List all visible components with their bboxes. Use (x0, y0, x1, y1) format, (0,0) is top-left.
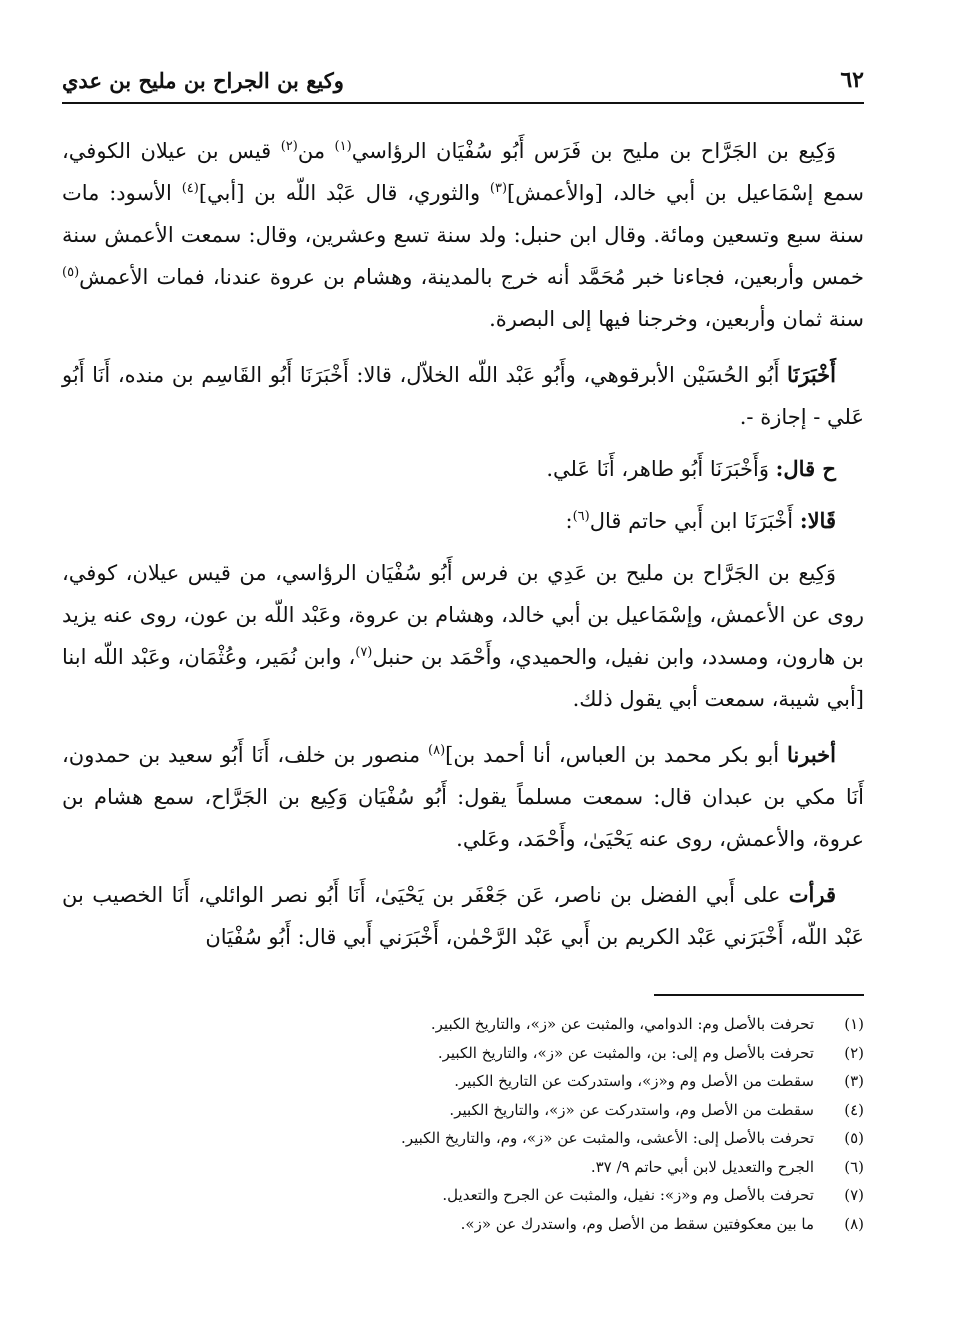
footnote-marker: (١) (334, 139, 352, 154)
text-segment: وَأَخْبَرَنَا أَبُو طاهر، أَنَا عَلي. (546, 457, 776, 481)
text-segment: من (297, 139, 335, 163)
text-segment: منصور بن خلف، أَنَا أَبُو سعيد بن حمدون، أَنَا مكي بن عبدان قال: سمعت مسلماً يقول: أَبُو سُفْيَان وَكِيع بن الجَرَّاح، سمع هشام بن عروة، والأعمش، روى عنه يَحْيَىٰ، وأَحْمَد، وعَلي. (62, 743, 864, 851)
footnote-text: تحرفت بالأصل وم: الدوامي، والمثبت عن «ز»، والتاريخ الكبير. (430, 1015, 814, 1033)
paragraph (62, 874, 864, 958)
paragraph (62, 354, 864, 438)
footnote-text: تحرفت بالأصل إلى: الأعشى، والمثبت عن «ز»، وم، والتاريخ الكبير. (401, 1129, 814, 1147)
paragraph (62, 734, 864, 860)
paragraph-lead: أَخْبَرَنَا (787, 362, 836, 387)
footnote-marker: (٢) (280, 139, 298, 154)
page-number: ٦٢ (840, 67, 864, 93)
footnote-text: ما بين معكوفتين سقط من الأصل وم، واستدرك عن «ز». (460, 1214, 814, 1233)
text-segment: قيس بن عيلان الكوفي، سمع إسْمَاعيل بن أبي خالد، [والأعمش] (62, 139, 865, 205)
paragraph (62, 552, 864, 720)
footnote-number: (٥) (844, 1129, 864, 1147)
footnote-marker: (٨) (428, 743, 446, 758)
footnote (62, 1039, 864, 1068)
footnote-text: سقطت من الأصل وم و«ز»، واستدركت عن التاريخ الكبير. (454, 1072, 814, 1090)
footnote-number: (٨) (844, 1214, 864, 1233)
paragraph (62, 130, 864, 340)
footnote-number: (٣) (844, 1072, 864, 1090)
footnote-separator (654, 994, 864, 996)
footnote-marker: (٦) (572, 509, 590, 524)
footnote-number: (٧) (844, 1186, 864, 1204)
paragraph-lead: قرأت (788, 882, 836, 907)
footnote-marker: (٣) (489, 181, 508, 196)
paragraph-lead: ح قال: (775, 456, 836, 481)
text-segment: على أَبي الفضل بن ناصر، عَن جَعْفَر بن يَحْيَىٰ، أَنَا أَبُو نصر الوائلي، أَنَا الخصيب بن عَبْد اللّه، أَخْبَرَني عَبْد الكريم بن أَبي عَبْد الرَّحْمٰن، أَخْبَرَني أَبي قال: أَبُو سُفْيَان (62, 883, 864, 949)
page-header (62, 58, 864, 104)
footnote-text: تحرفت بالأصل وم إلى: بن، والمثبت عن «ز»، والتاريخ الكبير. (437, 1043, 814, 1062)
text-segment: والثوري، قال عَبْد اللّه بن [أبي] (198, 181, 490, 205)
text-segment: وَكِيع بن الجَرَّاح بن مليح بن فَرَس أَبُو سُفْيَان الرؤاسي (351, 139, 836, 163)
paragraph-lead: قَالا: (799, 508, 836, 533)
footnote-marker: (٧) (355, 645, 373, 660)
footnote-number: (١) (844, 1015, 864, 1033)
footnote (62, 1181, 864, 1210)
footnote (62, 1067, 864, 1096)
footnote-text: الجرح والتعديل لابن أبي حاتم ٩/ ٣٧. (590, 1157, 814, 1176)
text-segment: أَبُو الحُسَيْن الأبرقوهي، وأَبُو عَبْد اللّه الخلاّل، قالا: أَخْبَرَنَا أَبُو القَاسِم بن منده، أَنَا أَبُو عَلي - إجازة -. (62, 363, 864, 429)
footnote-number: (٦) (844, 1157, 864, 1176)
footnote (62, 1210, 864, 1239)
text-segment: ، وابن نُمَير، وعُثْمَان، وعَبْد اللّه ابنا [أبي شيبة، سمعت أبي يقول ذلك. (62, 645, 864, 711)
text-segment: أبو بكر محمد بن العباس، أنا أحمد بن] (445, 743, 788, 767)
text-segment: : (565, 509, 573, 533)
footnote-text: تحرفت بالأصل وم و«ز»: نفيل، والمثبت عن الجرح والتعديل. (442, 1186, 814, 1204)
text-segment: سنة ثمان وأربعين، وخرجنا فيها إلى البصرة. (489, 307, 864, 331)
running-title: وكيع بن الجراح بن مليح بن عدي (62, 67, 344, 93)
footnote-number: (٤) (844, 1100, 864, 1119)
footnote-text: سقطت من الأصل وم، واستدركت عن «ز»، والتاريخ الكبير. (449, 1100, 814, 1119)
paragraph (62, 500, 864, 542)
paragraph-lead: أخبرنا (787, 742, 836, 767)
text-segment: الأسود: مات سنة سبع وتسعين ومائة. وقال ابن حنبل: ولد سنة تسع وعشرين، وقال: سمعت الأعمش سنة خمس وأربعين، فجاءنا خبر مُحَمَّد أنه خرج بالمدينة، وهشام بن عروة عندنا، فمات الأعمش (62, 181, 864, 289)
footnotes-list (62, 1010, 864, 1238)
footnote-marker: (٥) (62, 265, 80, 280)
footnote (62, 1096, 864, 1125)
paragraph (62, 448, 864, 490)
text-segment: وَكِيع بن الجَرَّاح بن مليح بن عَدِي بن فرس أَبُو سُفْيَان الرؤاسي، من قيس عيلان، كوفي، روى عن الأعمش، وإسْمَاعيل بن أبي خالد، وهشام بن عروة، وعَبْد اللّه بن عون، روى عنه يزيد بن هارون، ومسدد، وابن نفيل، والحميدي، وأَحْمَد بن حنبل (62, 561, 864, 669)
footnote-marker: (٤) (181, 181, 199, 196)
footnote-number: (٢) (844, 1043, 864, 1062)
footnote (62, 1153, 864, 1182)
text-segment: أَخْبَرَنَا ابن أَبي حاتم قال (589, 509, 800, 533)
main-text (62, 130, 864, 972)
footnote (62, 1010, 864, 1039)
footnote (62, 1124, 864, 1153)
